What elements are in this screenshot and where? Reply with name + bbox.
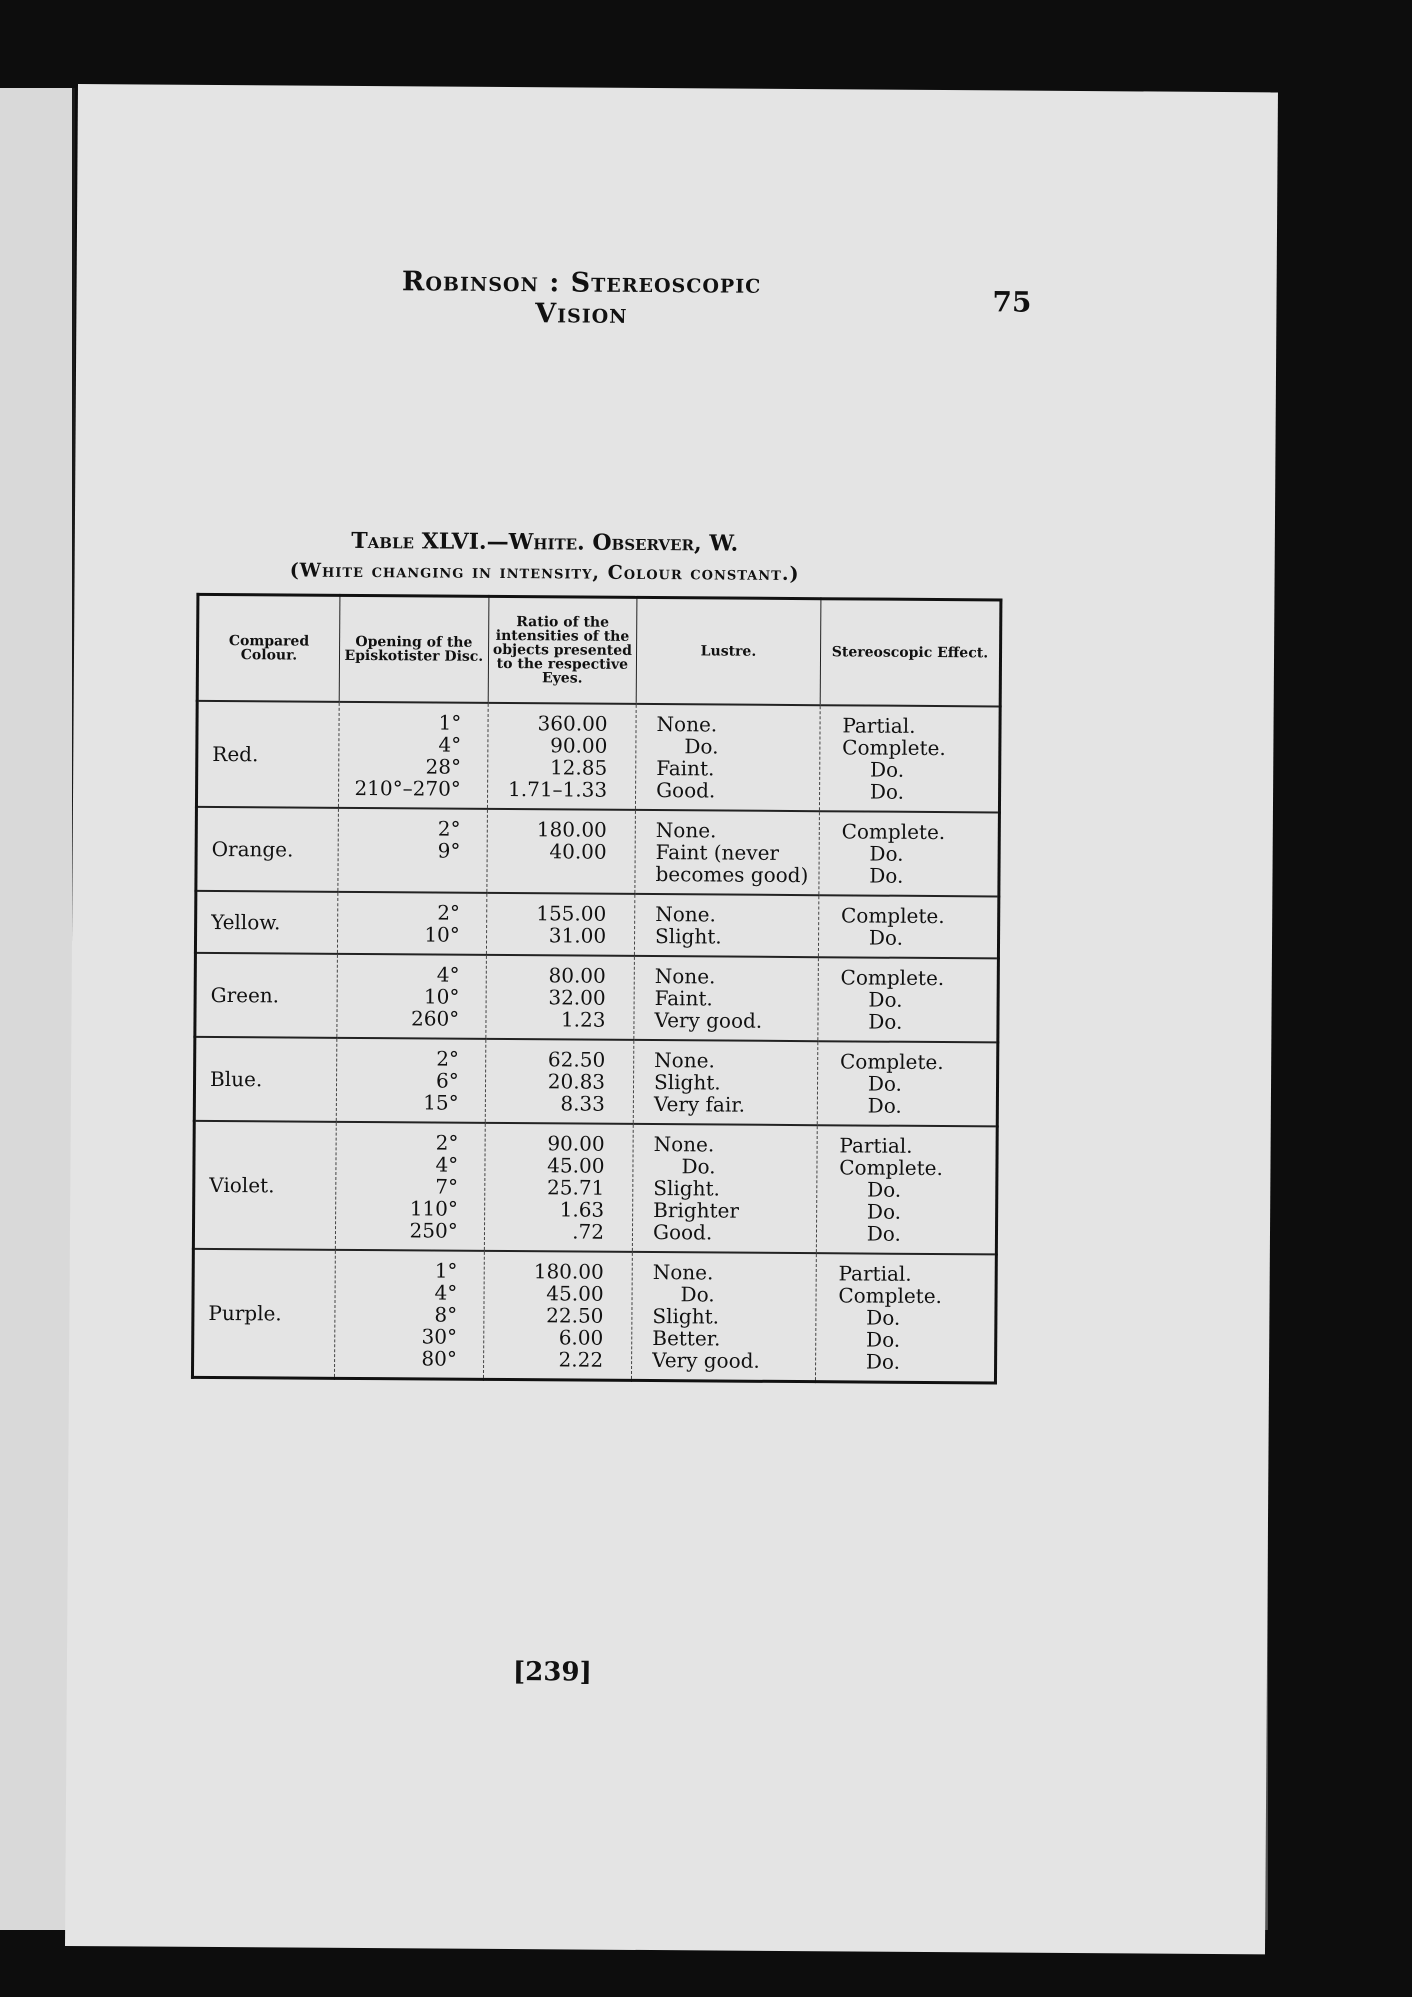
- table-row: [195, 891, 998, 959]
- table-row: [193, 1121, 997, 1255]
- cell-lustre-line: None.: [654, 1048, 715, 1073]
- cell-lustre-line: None.: [653, 1132, 715, 1157]
- header-lustre: Lustre.: [636, 597, 821, 705]
- table-body: [192, 701, 1000, 1383]
- cell-colour: Orange.: [196, 807, 338, 892]
- cell-opening: [337, 892, 486, 955]
- cell-effect-line: Do.: [867, 1177, 902, 1202]
- cell-effect: [819, 811, 1000, 896]
- cell-ratio-line: 20.83: [547, 1069, 606, 1094]
- cell-effect-line: Do.: [868, 925, 904, 950]
- table-row: [194, 1037, 998, 1127]
- cell-opening: [338, 808, 487, 893]
- cell-lustre: [631, 1252, 816, 1382]
- cell-colour: Purple.: [192, 1249, 335, 1378]
- cell-effect-line: Do.: [865, 1327, 901, 1352]
- cell-ratio-line: 180.00: [536, 817, 607, 842]
- header-row: [197, 594, 1001, 706]
- cell-effect: [818, 957, 999, 1042]
- cell-opening-line: 15°: [423, 1090, 459, 1115]
- data-table: [191, 593, 1002, 1385]
- cell-ratio-line: 1.71–1.33: [507, 777, 608, 802]
- cell-lustre-line: Very fair.: [653, 1092, 746, 1117]
- table-title: Table XLVI.—White. Observer, W.: [351, 527, 739, 557]
- cell-ratio-line: 45.00: [546, 1281, 604, 1306]
- cell-opening-line: 6°: [435, 1068, 459, 1093]
- cell-effect-line: Complete.: [838, 1283, 943, 1309]
- cell-effect-line: Do.: [868, 987, 903, 1012]
- cell-opening: [337, 954, 486, 1039]
- cell-effect-line: Partial.: [842, 713, 916, 738]
- cell-effect-line: Complete.: [839, 1049, 944, 1075]
- cell-opening-line: 250°: [409, 1218, 458, 1243]
- table-row: [196, 701, 1000, 813]
- cell-ratio-line: .72: [572, 1219, 605, 1244]
- cell-ratio-line: 90.00: [550, 733, 608, 758]
- cell-opening-line: 4°: [436, 962, 460, 987]
- cell-lustre: [634, 894, 818, 957]
- cell-lustre: [635, 704, 820, 811]
- cell-opening-line: 1°: [438, 710, 462, 735]
- cell-effect-line: Do.: [866, 1305, 901, 1330]
- cell-lustre-line: None.: [654, 964, 716, 989]
- cell-ratio: [486, 955, 635, 1040]
- cell-ratio-line: 155.00: [536, 901, 607, 926]
- cell-ratio: [483, 1251, 632, 1381]
- cell-opening-line: 7°: [435, 1174, 459, 1199]
- cell-effect-line: Complete.: [840, 903, 945, 929]
- table-row: [196, 807, 1000, 897]
- cell-opening-line: 28°: [425, 754, 462, 779]
- cell-ratio-line: 2.22: [558, 1347, 604, 1372]
- cell-ratio-line: 6.00: [558, 1325, 604, 1350]
- cell-effect: [817, 1041, 998, 1126]
- header-opening: Opening of the Episkotister Disc.: [339, 595, 489, 703]
- cell-opening-line: 9°: [437, 838, 461, 863]
- cell-lustre: [635, 810, 819, 895]
- cell-opening-line: 4°: [435, 1152, 459, 1177]
- cell-ratio-line: 80.00: [548, 963, 606, 988]
- cell-effect-line: Do.: [869, 779, 905, 804]
- cell-opening: [334, 1250, 484, 1380]
- cell-lustre-line: Slight.: [653, 1176, 720, 1201]
- cell-ratio: [485, 1039, 634, 1124]
- cell-ratio-line: 180.00: [533, 1259, 604, 1284]
- cell-lustre-line: Faint (never: [655, 840, 780, 865]
- cell-lustre-line: Slight.: [653, 1070, 721, 1095]
- cell-ratio: [487, 703, 636, 810]
- cell-lustre-line: becomes good): [655, 862, 809, 888]
- cell-effect-line: Partial.: [839, 1133, 913, 1158]
- cell-ratio-line: 40.00: [549, 839, 607, 864]
- cell-effect-line: Do.: [868, 1009, 903, 1034]
- cell-lustre-line: Do.: [681, 1154, 716, 1179]
- header-ratio: Ratio of the intensities of the objects presented to the respective Eyes.: [488, 596, 637, 704]
- running-head: Robinson : Stereoscopic Vision: [401, 266, 762, 330]
- cell-ratio-line: 22.50: [546, 1303, 604, 1328]
- cell-opening-line: 8°: [434, 1302, 458, 1327]
- cell-ratio-line: 31.00: [548, 923, 607, 948]
- cell-effect-line: Do.: [865, 1349, 901, 1374]
- cell-colour: Blue.: [194, 1037, 336, 1122]
- cell-effect: [816, 1125, 997, 1254]
- cell-effect-line: Do.: [866, 1221, 901, 1246]
- cell-lustre-line: Do.: [680, 1282, 715, 1307]
- cell-lustre-line: None.: [655, 818, 717, 843]
- cell-ratio-line: 32.00: [548, 985, 606, 1010]
- cell-opening-line: 110°: [409, 1196, 459, 1221]
- table-subtitle: (White changing in intensity, Colour constant.): [289, 559, 800, 586]
- cell-lustre-line: Better.: [652, 1326, 721, 1351]
- cell-lustre-line: None.: [652, 1260, 714, 1285]
- cell-opening-line: 260°: [410, 1006, 460, 1031]
- cell-lustre-line: Brighter: [653, 1198, 740, 1223]
- cell-effect-line: Complete.: [840, 965, 945, 991]
- cell-ratio-line: 8.33: [560, 1091, 606, 1116]
- cell-ratio-line: 12.85: [549, 755, 608, 780]
- cell-lustre: [632, 1124, 817, 1253]
- cell-opening: [335, 1122, 485, 1251]
- cell-lustre-line: Slight.: [652, 1304, 720, 1329]
- table-row: [195, 953, 999, 1043]
- cell-ratio-line: 90.00: [547, 1131, 605, 1156]
- cell-effect-line: Partial.: [838, 1261, 912, 1286]
- cell-opening-line: 210°–270°: [354, 775, 461, 801]
- cell-effect-line: Do.: [866, 1199, 902, 1224]
- cell-lustre-line: Slight.: [655, 924, 722, 949]
- cell-colour: Violet.: [193, 1121, 336, 1250]
- cell-ratio-line: 1.23: [560, 1007, 606, 1032]
- cell-lustre-line: None.: [656, 712, 718, 737]
- cell-opening-line: 10°: [424, 922, 460, 947]
- cell-effect: [815, 1253, 996, 1383]
- cell-lustre-line: Do.: [684, 734, 719, 759]
- table-caption: [245, 525, 845, 589]
- cell-opening: [336, 1038, 485, 1123]
- cell-opening: [338, 702, 488, 809]
- cell-lustre-line: Faint.: [656, 756, 715, 781]
- page-number: [239]: [512, 1657, 592, 1688]
- cell-effect: [818, 895, 999, 958]
- cell-lustre-line: Faint.: [654, 986, 713, 1011]
- cell-opening-line: 2°: [435, 1130, 459, 1155]
- cell-opening-line: 80°: [421, 1346, 457, 1371]
- cell-effect-line: Do.: [867, 1093, 902, 1118]
- cell-opening-line: 2°: [437, 900, 461, 925]
- cell-lustre-line: Very good.: [654, 1008, 763, 1033]
- cell-lustre-line: Good.: [652, 1220, 713, 1245]
- cell-opening-line: 4°: [438, 732, 462, 757]
- cell-ratio-line: 62.50: [547, 1047, 606, 1072]
- header-stereoscopic-effect: Stereoscopic Effect.: [820, 599, 1001, 707]
- cell-opening-line: 1°: [434, 1258, 458, 1283]
- table-row: [192, 1249, 996, 1383]
- cell-lustre-line: Very good.: [652, 1348, 760, 1373]
- cell-effect-line: Do.: [869, 757, 905, 782]
- cell-lustre: [634, 956, 818, 1041]
- cell-ratio: [487, 809, 636, 894]
- cell-ratio: [484, 1123, 633, 1252]
- cell-ratio-line: 1.63: [559, 1197, 605, 1222]
- cell-lustre-line: None.: [655, 902, 716, 927]
- cell-effect-line: Complete.: [839, 1155, 943, 1181]
- cell-opening-line: 30°: [421, 1324, 458, 1349]
- cell-ratio: [486, 893, 635, 956]
- cell-opening-line: 10°: [423, 984, 460, 1009]
- cell-effect-line: Do.: [867, 1071, 903, 1096]
- cell-ratio-line: 25.71: [546, 1175, 605, 1200]
- cell-lustre: [633, 1040, 817, 1125]
- cell-effect-line: Complete.: [842, 735, 946, 761]
- cell-opening-line: 4°: [434, 1280, 458, 1305]
- cell-ratio-line: 45.00: [547, 1153, 605, 1178]
- cell-opening-line: 2°: [436, 1046, 460, 1071]
- cell-colour: Yellow.: [195, 891, 337, 954]
- cell-effect-line: Do.: [869, 863, 904, 888]
- facing-page-edge: [0, 88, 75, 1930]
- cell-effect-line: Do.: [869, 841, 904, 866]
- cell-colour: Red.: [196, 701, 339, 808]
- cell-opening-line: 2°: [437, 816, 461, 841]
- cell-ratio-line: 360.00: [537, 711, 608, 736]
- cell-effect: [819, 705, 1000, 812]
- cell-effect-line: Complete.: [841, 819, 946, 845]
- cell-colour: Green.: [195, 953, 337, 1038]
- folio-number: 75: [992, 285, 1032, 319]
- cell-lustre-line: Good.: [656, 778, 716, 803]
- header-compared-colour: Compared Colour.: [197, 594, 340, 701]
- book-page: [65, 84, 1278, 1954]
